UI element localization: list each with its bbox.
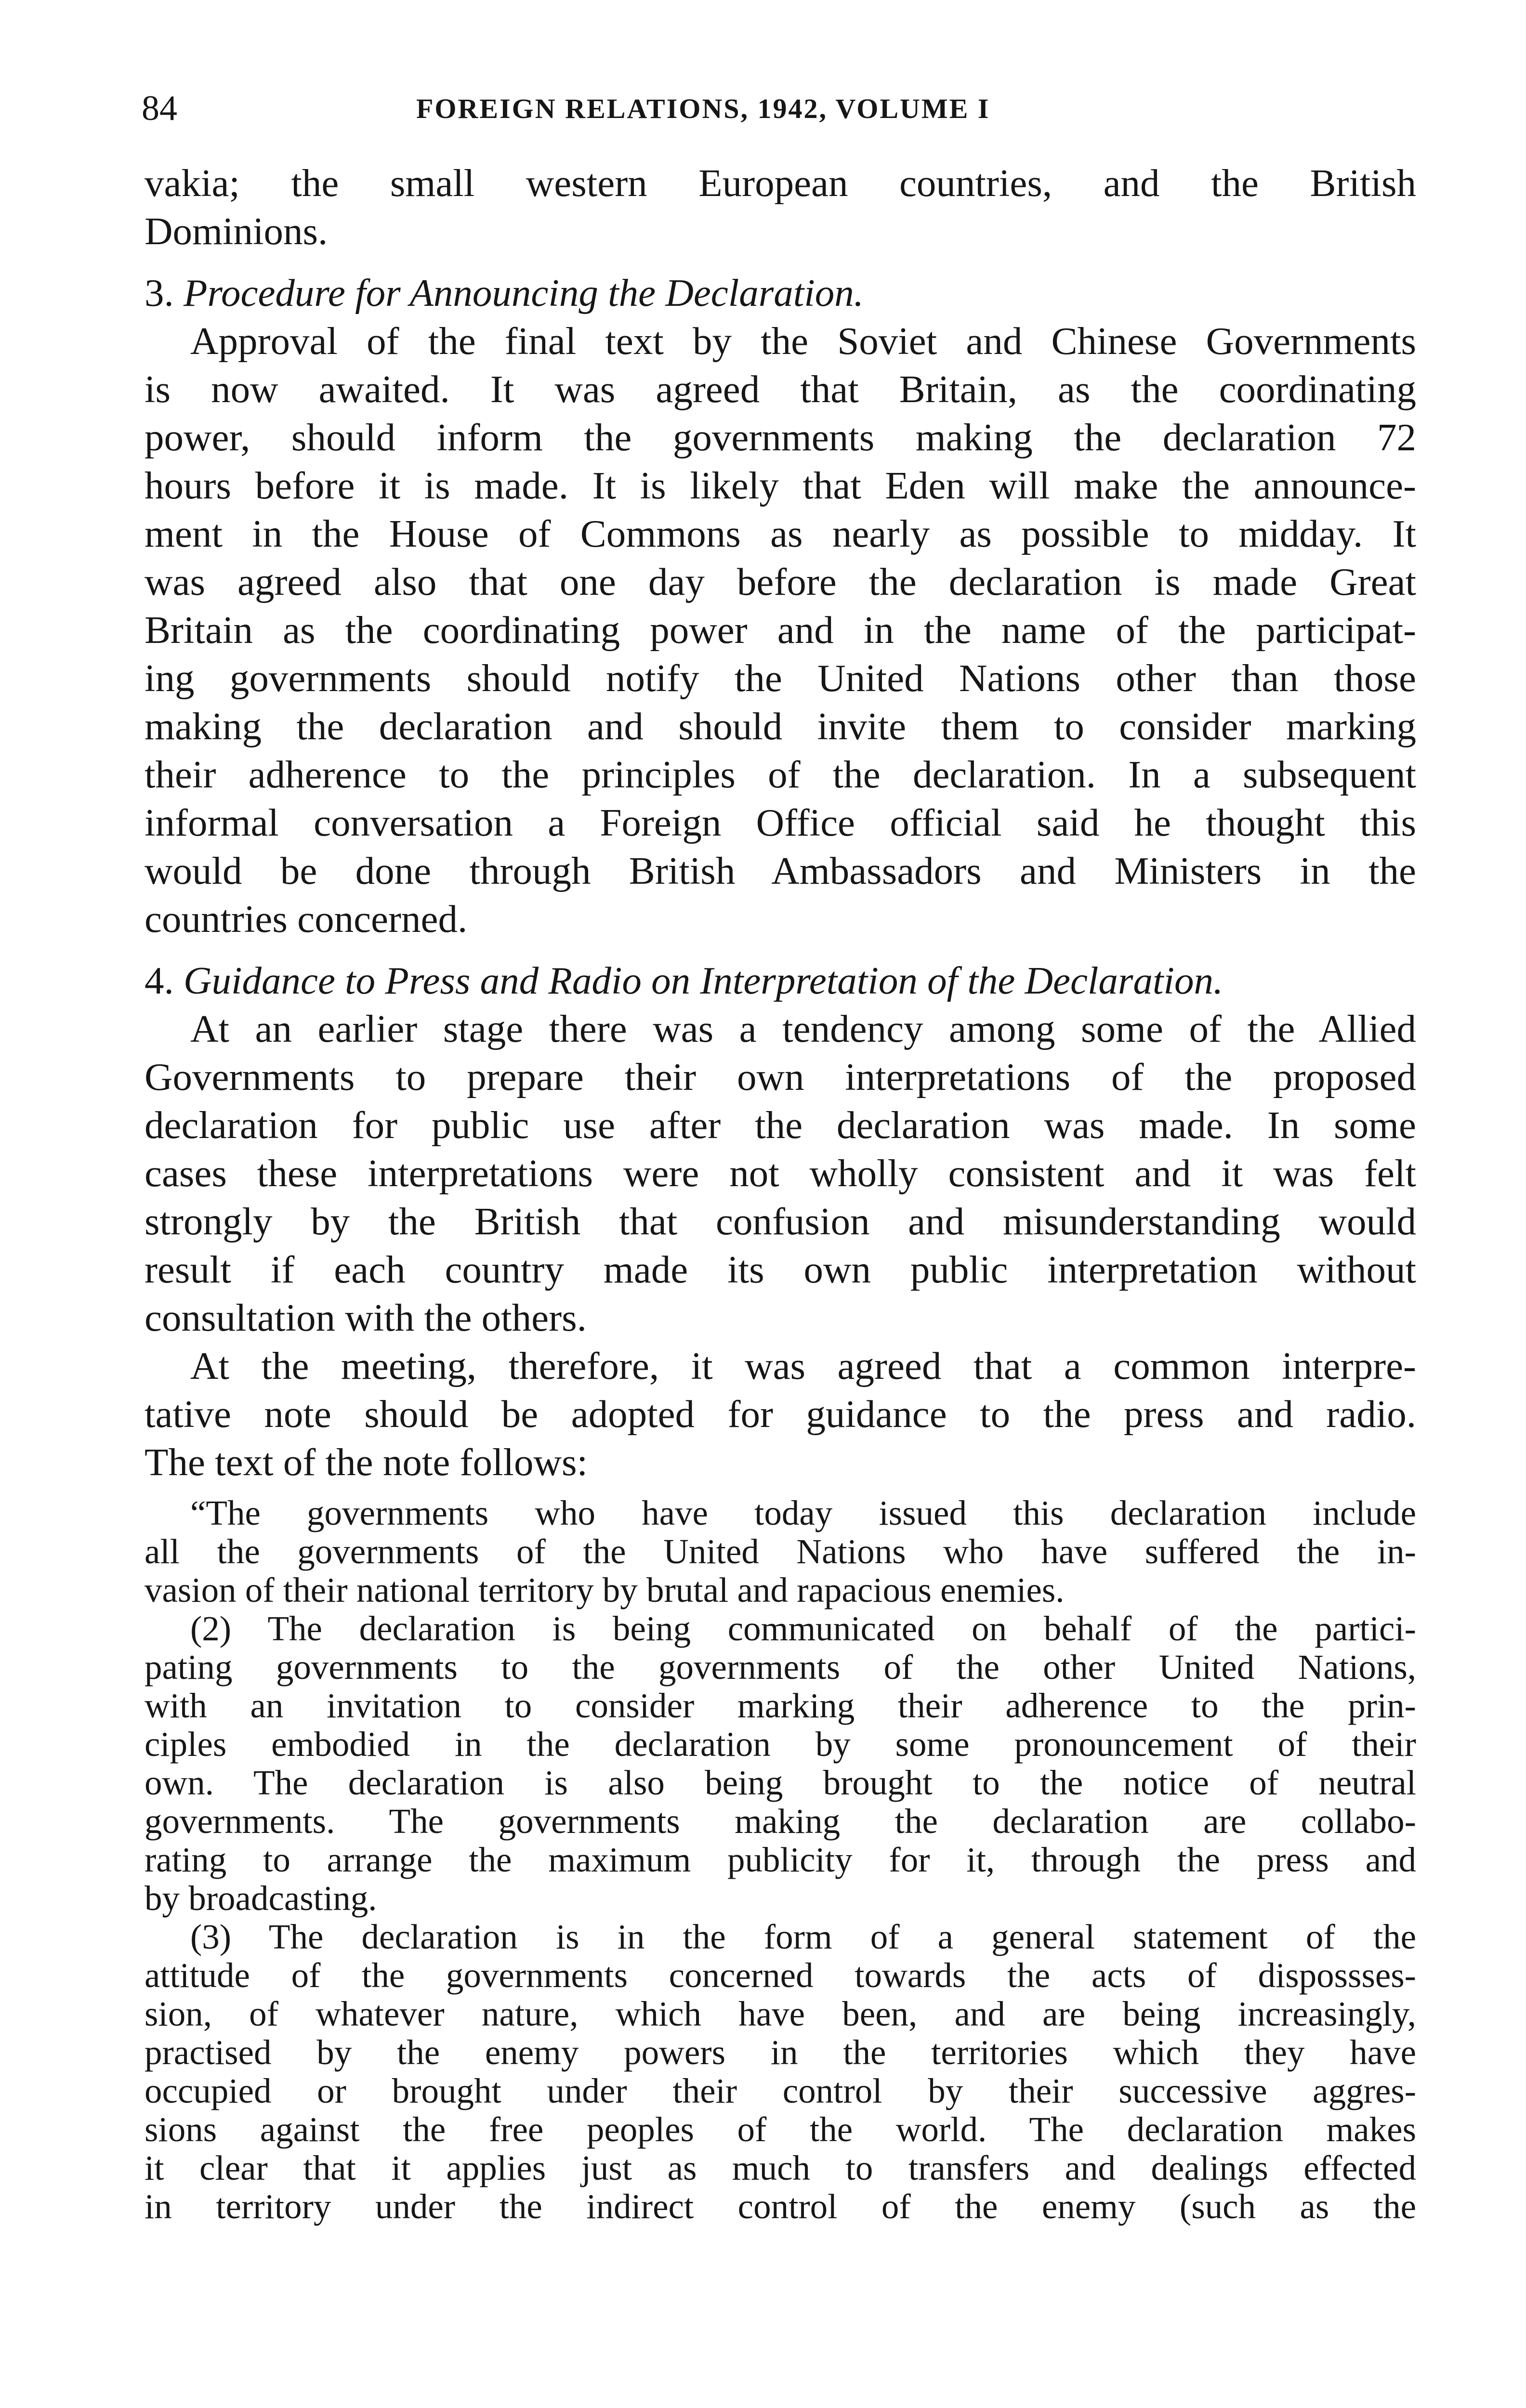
text-line: is now awaited. It was agreed that Britain, as the coordinating [145, 367, 1416, 411]
quote-line: practised by the enemy powers in the territories which they have [145, 2033, 1416, 2072]
section-3-paragraph [145, 317, 1416, 943]
text-line: declaration for public use after the declaration was made. In some [145, 1103, 1416, 1147]
text-line: tative note should be adopted for guidance to the press and radio. [145, 1392, 1416, 1436]
quote-line: own. The declaration is also being brought to the notice of neutral [145, 1763, 1416, 1802]
section-title: Procedure for Announcing the Declaration. [184, 271, 864, 314]
quote-line: by broadcasting. [145, 1879, 377, 1918]
quote-line: vasion of their national territory by brutal and rapacious enemies. [145, 1570, 1065, 1610]
quote-line: with an invitation to consider marking their adherence to the prin- [145, 1686, 1416, 1725]
text-line: strongly by the British that confusion and misunderstanding would [145, 1200, 1416, 1243]
section-number: 3. [145, 271, 174, 314]
text-line: Governments to prepare their own interpretations of the proposed [145, 1055, 1416, 1099]
text-line: making the declaration and should invite them to consider marking [145, 705, 1416, 748]
section-4-paragraph-2 [145, 1342, 1416, 1486]
section-number: 4. [145, 959, 174, 1002]
quote-line: sions against the free peoples of the world. The declaration makes [145, 2110, 1416, 2149]
quote-paragraph-2 [145, 1610, 1416, 1918]
section-3-heading [145, 269, 1416, 317]
text-line: was agreed also that one day before the declaration is made Great [145, 560, 1416, 603]
page-header [142, 82, 1437, 135]
text-line: Approval of the final text by the Soviet and Chinese Governments [190, 319, 1416, 363]
text-line: Britain as the coordinating power and in the name of the participat- [145, 608, 1416, 652]
quote-line: occupied or brought under their control by their successive aggres- [145, 2071, 1416, 2110]
quote-line: rating to arrange the maximum publicity for it, through the press and [145, 1840, 1416, 1879]
text-line: At an earlier stage there was a tendency among some of the Allied [190, 1007, 1416, 1050]
text-line: hours before it is made. It is likely that Eden will make the announce- [145, 464, 1416, 507]
text-line: informal conversation a Foreign Office official said he thought this [145, 801, 1416, 844]
quote-paragraph-1 [145, 1494, 1416, 1610]
text-line: power, should inform the governments making the declaration 72 [145, 416, 1416, 459]
text-line: consultation with the others. [145, 1296, 587, 1339]
section-4-paragraph-1 [145, 1005, 1416, 1342]
text-line: cases these interpretations were not wholly consistent and it was felt [145, 1152, 1416, 1195]
text-line: The text of the note follows: [145, 1440, 588, 1484]
text-line: vakia; the small western European countries, and the British [145, 161, 1416, 205]
text-line: At the meeting, therefore, it was agreed that a common interpre- [190, 1344, 1416, 1387]
section-title: Guidance to Press and Radio on Interpretation of the Declaration. [184, 959, 1223, 1002]
quote-line: (3) The declaration is in the form of a general statement of the [190, 1917, 1416, 1956]
quote-line: sion, of whatever nature, which have been, and are being increasingly, [145, 1994, 1416, 2033]
quote-line: attitude of the governments concerned towards the acts of dispossses- [145, 1956, 1416, 1995]
text-line: ing governments should notify the United Nations other than those [145, 656, 1416, 700]
quote-line: pating governments to the governments of the other United Nations, [145, 1648, 1416, 1687]
quote-line: (2) The declaration is being communicated on behalf of the partici- [190, 1609, 1416, 1648]
text-line: Dominions. [145, 209, 328, 253]
text-line: result if each country made its own public interpretation without [145, 1248, 1416, 1291]
running-head: FOREIGN RELATIONS, 1942, VOLUME I [416, 93, 990, 124]
quote-line: governments. The governments making the declaration are collabo- [145, 1802, 1416, 1841]
body-text [145, 159, 1416, 2226]
text-line: countries concerned. [145, 897, 468, 941]
quote-paragraph-3 [145, 1918, 1416, 2226]
quote-line: in territory under the indirect control of the enemy (such as the [145, 2187, 1416, 2226]
quote-line: “The governments who have today issued this declaration include [190, 1493, 1416, 1532]
text-line: ment in the House of Commons as nearly as possible to midday. It [145, 512, 1416, 555]
quote-line: ciples embodied in the declaration by some pronouncement of their [145, 1725, 1416, 1764]
text-line: their adherence to the principles of the declaration. In a subsequent [145, 753, 1416, 796]
quote-line: all the governments of the United Nations who have suffered the in- [145, 1532, 1416, 1571]
quoted-note [145, 1494, 1416, 2226]
text-line: would be done through British Ambassadors and Ministers in the [145, 849, 1416, 892]
continued-paragraph [145, 159, 1416, 255]
page-number: 84 [142, 89, 177, 128]
quote-line: it clear that it applies just as much to transfers and dealings effected [145, 2148, 1416, 2187]
section-4-heading [145, 956, 1416, 1005]
